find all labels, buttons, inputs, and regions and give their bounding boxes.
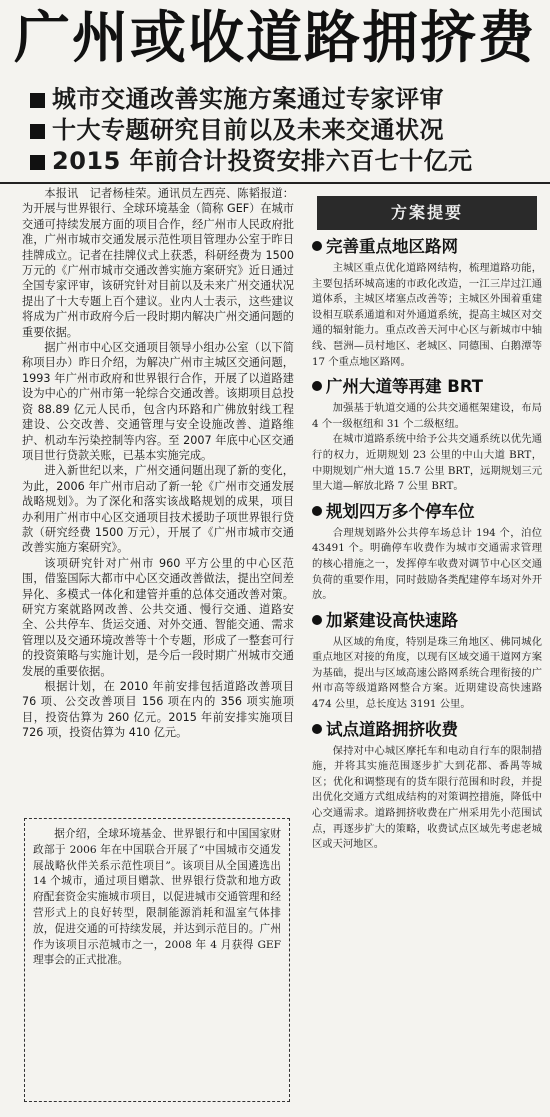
article-paragraph: 根据计划，在 2010 年前安排包括道路改善项目 76 项、公交改善项目 156 项在内的 356 项实施项目，投资估算为 260 亿元。2015 年前安排实施项目 726 项，投资估算为 410 亿元。 (22, 680, 294, 740)
plan-section-body (312, 526, 542, 604)
article-paragraph: 据广州市中心区交通项目领导小组办公室（以下简称项目办）昨日介绍，为解决广州市主城区交通问题，1993 年广州市政府和世界银行合作，开展了以道路建设为中心的广州市第一轮综合交通改善。该期项目总投资 88.89 亿元人民币，包含内环路和广佛放射线工程建设、公交改善、交通管理与安全设施改善、道路维护、机动车污染控制等内容。至 2007 年底中心区交通项目世行贷款关账，已基本实施完成。 (22, 341, 294, 462)
subhead-2: 十大专题研究目前以及未来交通状况 (30, 115, 540, 146)
background-note-text: 据介绍，全球环境基金、世界银行和中国国家财政部于 2006 年在中国联合开展了“中国城市交通发展战略伙伴关系示范性项目”。该项目从全国遴选出 14 个城市，通过项目赠款、世界银行贷款和地方政府配套资金实施城市项目，以促进城市交通管理和经营形式上的良好转型，限制能源消耗和温室气体排放，促进交通的可持续发展，并达到示范目的。广州作为该项目示范城市之一，2008 年 4 月获得 GEF 理事会的正式批准。 (33, 828, 281, 967)
square-bullet-icon (30, 93, 45, 108)
plan-section-body (312, 635, 542, 713)
plan-paragraph: 加强基于轨道交通的公共交通框架建设，布局 4 个一级枢纽和 31 个二级枢纽。 (312, 402, 542, 430)
plan-section-heading: 规划四万多个停车位 (312, 501, 542, 523)
headline: 广州或收道路拥挤费 (14, 5, 536, 71)
bullet-dot-icon (312, 724, 322, 734)
plan-paragraph: 主城区重点优化道路网结构，梳理道路功能，主要包括环城高速的市政化改造，一江三岸过江通道体系，主城区堵塞点改善等；主城区外围着重建设相互联系通道和对外通道系统，提高主城区对交通的辐射能力。重点改善天河中心区与新城市中轴线、琶洲—员村地区、老城区、同德围、白鹅潭等 17 个重点地区路网。 (312, 262, 542, 368)
bullet-dot-icon (312, 241, 322, 251)
subhead-1: 城市交通改善实施方案通过专家评审 (30, 84, 540, 115)
article-paragraph: 该项研究针对广州市 960 平方公里的中心区范围，借鉴国际大都市中心区交通改善做法，提出空间差异化、多模式一体化和建管并重的总体交通改善对策。研究方案就路网改善、公共交通、慢行交通、道路安全、公共停车、货运交通、对外交通、智能交通、需求管理以及交通环境改善等十个专题，形成了一整套可行的投资策略与实施计划，是今后一段时期广州城市交通发展的重要依据。 (22, 556, 294, 678)
plan-section-heading: 完善重点地区路网 (312, 236, 542, 258)
subhead-3: 2015 年前合计投资安排六百七十亿元 (30, 146, 540, 177)
plan-paragraph: 在城市道路系统中给予公共交通系统以优先通行的权力，近期规划 23 公里的中山大道 BRT，中期规划广州大道 15.7 公里 BRT，远期规划三元里大道—解放北路 7 公里 BRT。 (312, 433, 542, 493)
plan-paragraph: 保持对中心城区摩托车和电动自行车的限制措施，并将其实施范围逐步扩大到花都、番禺等城区；优化和调整现有的货车限行范围和时段，并提出优化交通方式组成结构的对策调控措施，降低中心交通需求。道路拥挤收费在广州采用先小范围试点，再逐步扩大的策略，收费试点区域先考虑老城区或天河地区。 (312, 744, 542, 851)
plan-section-heading: 试点道路拥挤收费 (312, 719, 542, 741)
plan-section-body (312, 261, 542, 370)
bullet-dot-icon (312, 506, 322, 516)
plan-summary-title: 方案提要 (317, 196, 537, 230)
plan-summary-column (312, 196, 542, 853)
plan-paragraph: 合理规划路外公共停车场总计 194 个，泊位 43491 个。明确停车收费作为城市交通需求管理的核心措施之一，发挥停车收费对调节中心区交通负荷的重要作用，同时鼓励各类配建停车场对外开放。 (312, 526, 542, 602)
bullet-dot-icon (312, 615, 322, 625)
square-bullet-icon (30, 124, 45, 139)
article-paragraph: 进入新世纪以来，广州交通问题出现了新的变化，为此，2006 年广州市启动了新一轮《广州市交通发展战略规划》。为了深化和落实该战略规划的成果，项目办利用广州市中心区交通项目技术援助子项世界银行贷款（研究经费 1500 万元），开展了《广州市城市交通改善实施方案研究》。 (22, 464, 294, 555)
plan-paragraph: 从区域的角度，特别是珠三角地区、佛同城化重点地区对接的角度，以现有区域交通干道网方案为基础，提出与区域高速公路网系统合理衔接的广州市高等级道路网整合方案。近期建设高快速路 474 公里，总长度达 3191 公里。 (312, 635, 542, 711)
background-note-box (24, 818, 290, 1102)
plan-section-body (312, 401, 542, 495)
plan-section-heading: 广州大道等再建 BRT (312, 376, 542, 398)
bullet-dot-icon (312, 381, 322, 391)
subheads (30, 84, 540, 177)
article-paragraph: 本报讯 记者杨桂荣。通讯员左西亮、陈韬报道：为开展与世界银行、全球环境基金（简称 GEF）在城市交通可持续发展方面的项目合作，经广州市人民政府批准，广州市城市交通发展示范性项目管理办公室于昨日挂牌成立。记者在挂牌仪式上获悉，科研经费为 1500 万元的《广州市城市交通改善实施方案研究》近日通过全国专家评审，该研究针对目前以及未来广州交通状况提出了十大专题上百个建议。业内人士表示，这些建议将成为广州市政府今后一段时期内解决广州交通问题的重要依据。 (22, 187, 294, 339)
article-body (22, 186, 294, 741)
plan-section-heading: 加紧建设高快速路 (312, 610, 542, 632)
square-bullet-icon (30, 155, 45, 170)
plan-section-body (312, 744, 542, 853)
header-rule (0, 182, 550, 184)
